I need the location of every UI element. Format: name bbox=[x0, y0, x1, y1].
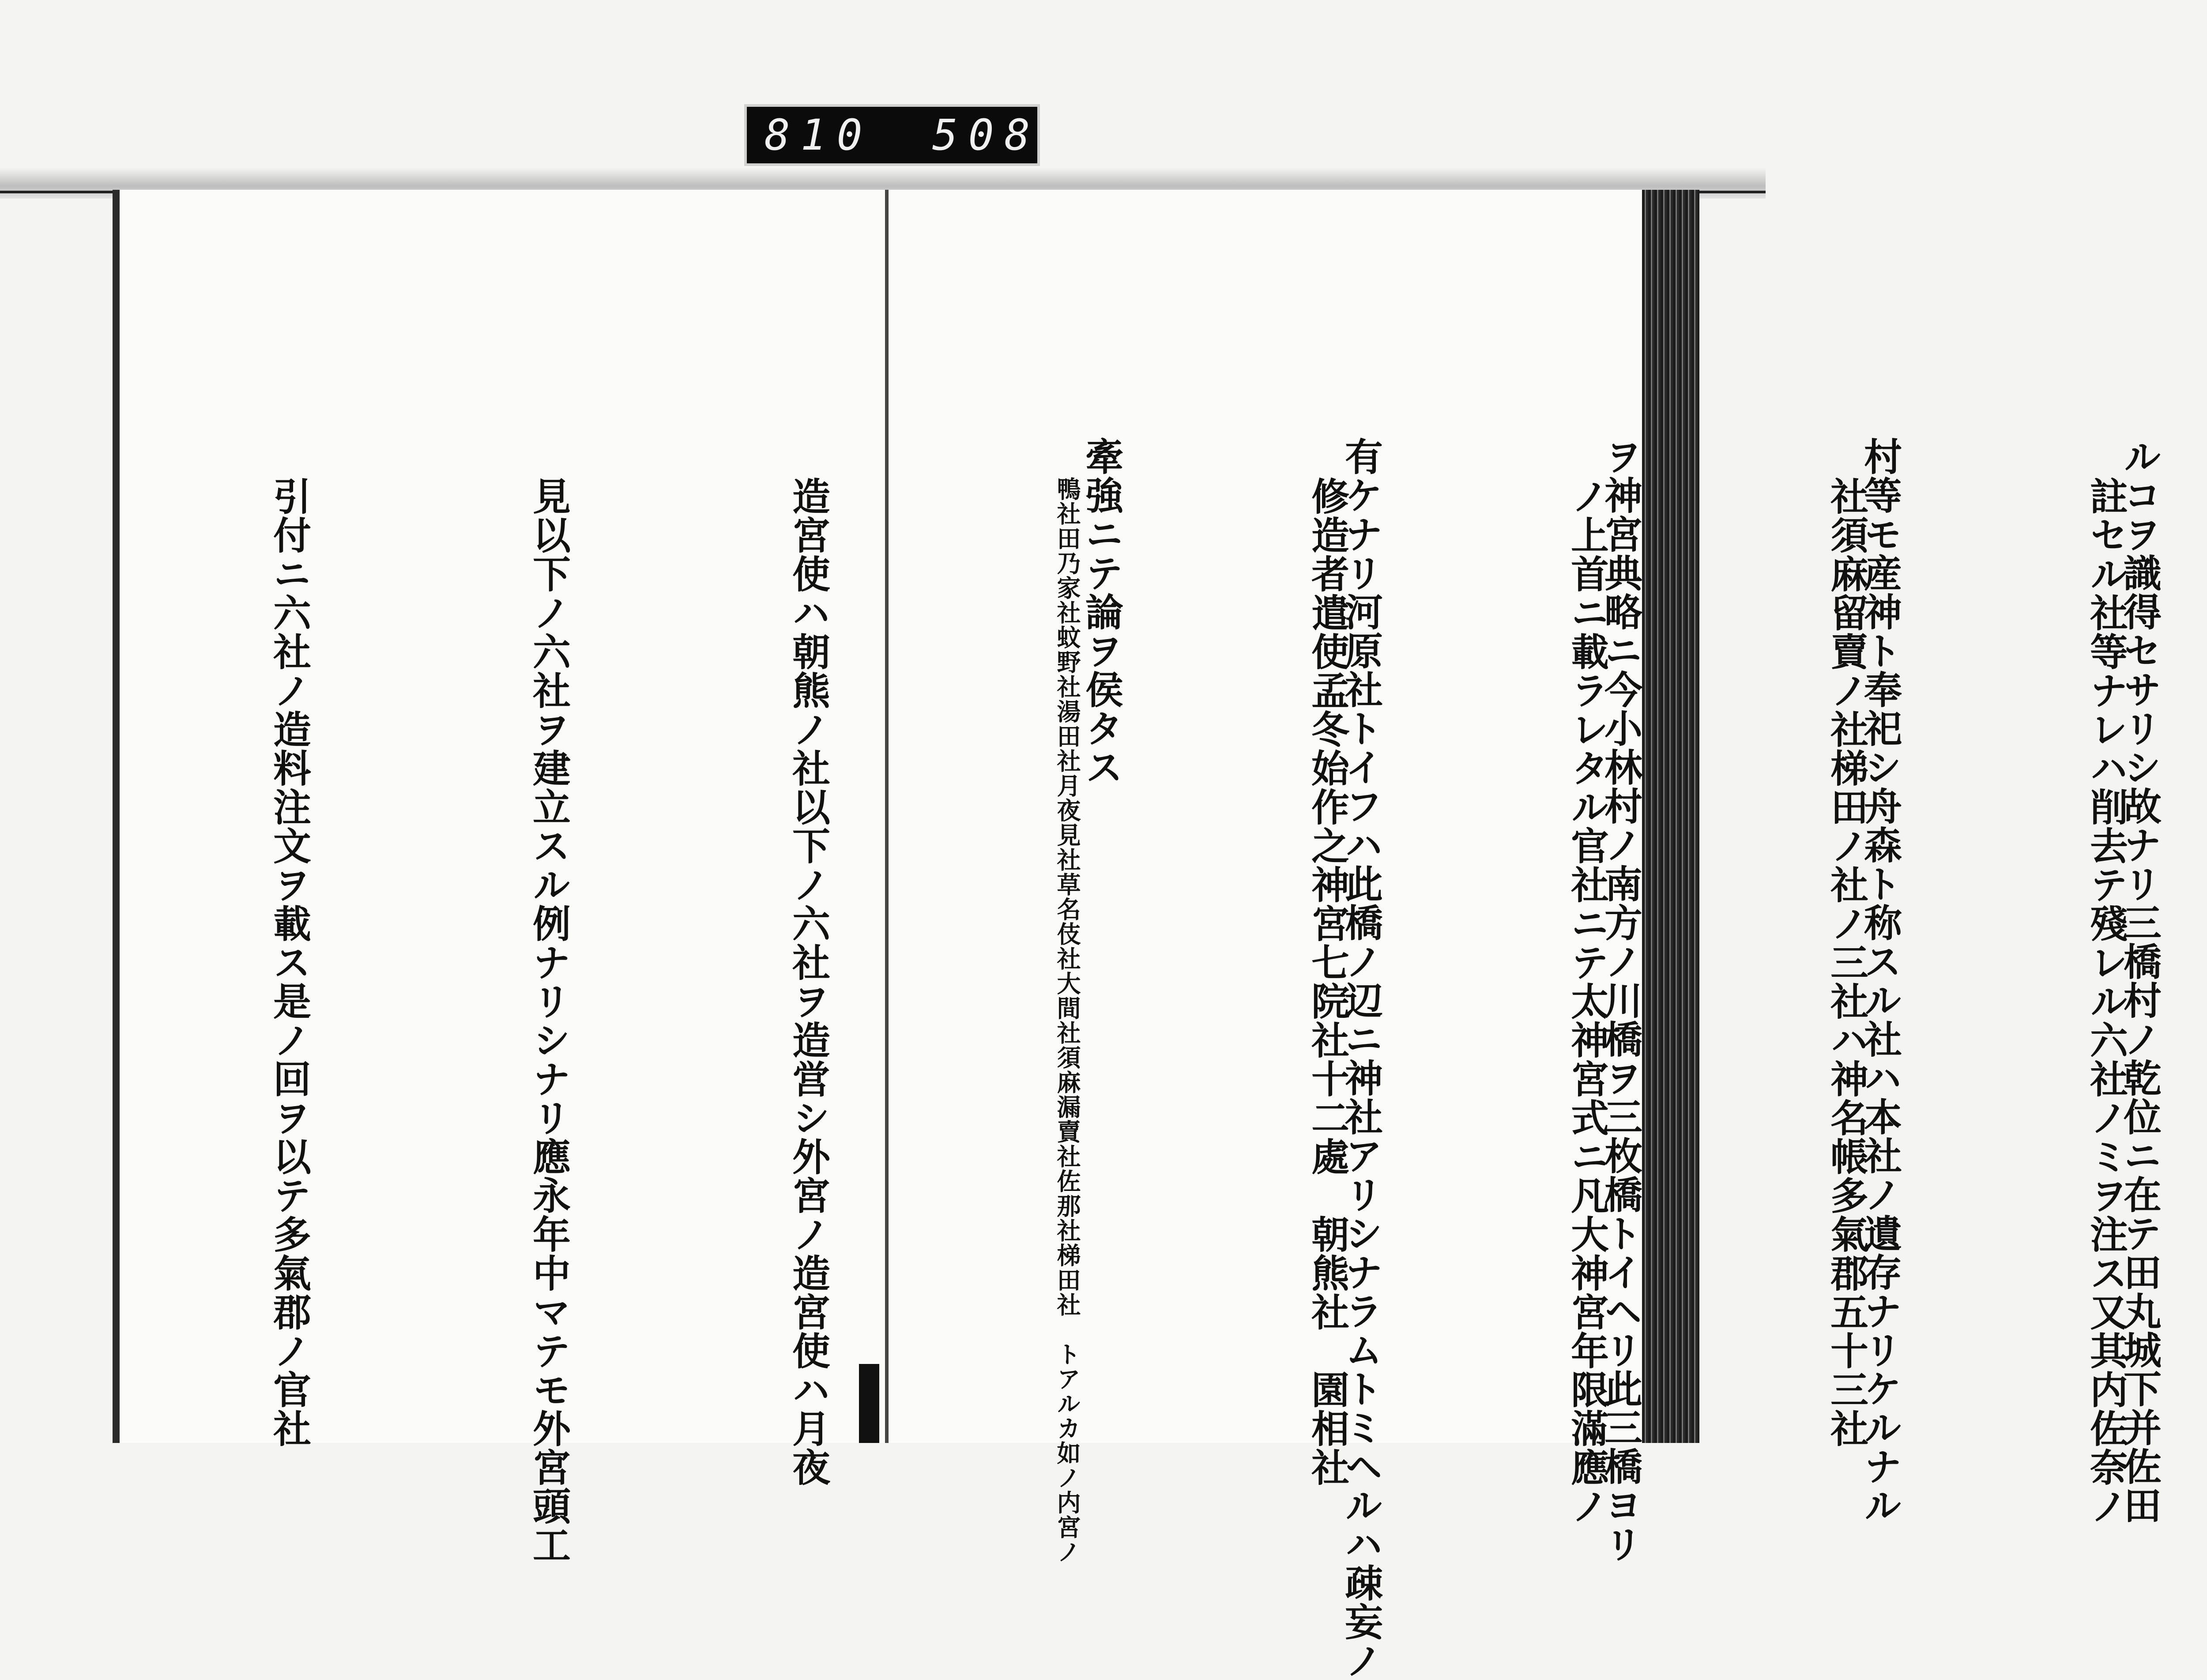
text-line: 牽強ニテ論ヲ侯タス bbox=[1079, 437, 1123, 787]
text-line: 村等モ産神ト奉祀シ舟森ト称スル社ハ本社ノ遺存ナリケルナル bbox=[1857, 437, 1902, 1525]
frame-number-left: 810 bbox=[765, 110, 873, 160]
text-line: 註セル社等ナレハ削去テ殘レル六社ノミヲ注ス又其内佐奈ノ bbox=[2083, 477, 2128, 1526]
frame-counter-label bbox=[744, 104, 1040, 166]
text-line: 引付ニ六社ノ造料注文ヲ載ス是ノ回ヲ以テ多氣郡ノ官社 bbox=[267, 477, 311, 1448]
text-line: 見以下ノ六社ヲ建立スル例ナリシナリ應永年中マテモ外宮頭工 bbox=[526, 477, 571, 1564]
text-line: 修造者遣使孟冬始作之神宮七院社十二處 朝熊社 園相社 bbox=[1305, 477, 1349, 1487]
text-line: 造宮使ハ朝熊ノ社以下ノ六社ヲ造営シ外宮ノ造宮使ハ月夜 bbox=[786, 477, 830, 1487]
text-line: 鴨社田乃家社蚊野社湯田社月夜見社草名伎社大間社須麻漏賣社佐那社梯田社 トアルカ如ノ内宮ノ bbox=[1053, 477, 1081, 1564]
text-line: ルコヲ識得セサリシ故ナリ三橋村ノ乾位ニ在テ田丸城下并佐田 bbox=[2117, 437, 2162, 1525]
text-line: ヲ神宮典略ニ今小林村ノ南方ノ川橋ヲ三枚橋トイヘリ此三橋ヨリ bbox=[1598, 437, 1642, 1563]
left-page-text bbox=[159, 477, 2207, 1564]
frame-number-right: 508 bbox=[932, 110, 1041, 160]
text-line: 社須麻留賣ノ社梯田ノ社ノ三社ハ神名帳多氣郡五十三社 bbox=[1824, 477, 1868, 1448]
text-line: 有ケナリ河原社トイフハ此橋ノ辺ニ神社アリシナラムトミヘルハ疎妄ノ bbox=[1338, 437, 1383, 1680]
text-line: ノ上首ニ載ラレタル官社ニテ太神宮式ニ凡大神宮年限滿應ノ bbox=[1564, 477, 1609, 1526]
